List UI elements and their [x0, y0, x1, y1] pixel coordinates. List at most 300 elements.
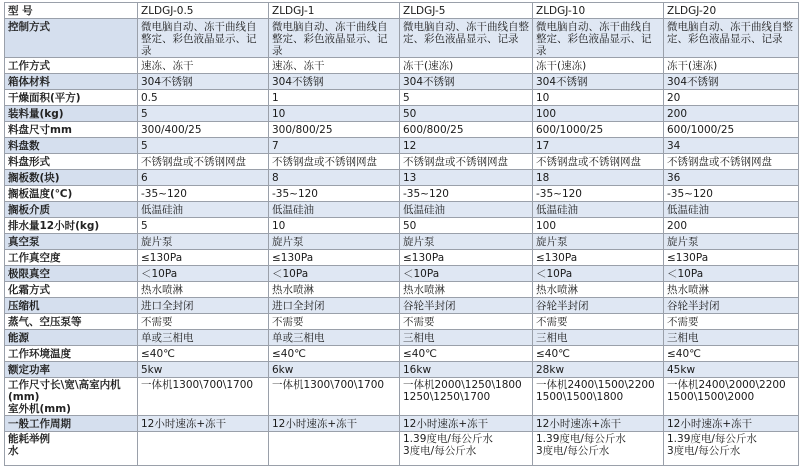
row-label: [5, 19, 138, 58]
spec-row: [5, 170, 799, 186]
spec-cell: [533, 346, 664, 362]
spec-cell-line: 不锈钢盘或不锈钢网盘: [272, 155, 377, 168]
spec-cell-line: 谷轮半封闭: [403, 299, 456, 312]
row-label: [5, 218, 138, 234]
spec-cell-line: 不锈钢盘或不锈钢网盘: [403, 155, 508, 168]
spec-cell-line: 12小时速冻+冻干: [141, 417, 227, 430]
spec-cell-line: 5: [141, 107, 148, 120]
spec-cell: [533, 106, 664, 122]
row-label: [5, 170, 138, 186]
spec-cell: [138, 154, 269, 170]
spec-cell-line: 三相电: [536, 331, 568, 344]
spec-cell: [664, 250, 799, 266]
spec-cell-line: 3度电/每公斤水: [403, 445, 477, 457]
spec-cell: [664, 234, 799, 250]
row-label: [5, 346, 138, 362]
spec-cell-line: 微电脑自动、冻干曲线自整定、彩色液晶显示、记录: [667, 21, 793, 45]
spec-cell-line: 28kw: [536, 363, 565, 376]
spec-cell-line: 单或三相电: [272, 331, 325, 344]
row-label-line: 极限真空: [8, 267, 50, 280]
spec-cell: [533, 362, 664, 378]
spec-cell-line: ≤130Pa: [403, 251, 445, 264]
row-label: [5, 298, 138, 314]
spec-cell-line: 50: [403, 107, 417, 120]
spec-cell: [533, 250, 664, 266]
row-label: [5, 154, 138, 170]
spec-cell-line: 不需要: [403, 315, 435, 328]
spec-cell-line: 100: [536, 107, 557, 120]
row-label-line: 能源: [8, 331, 29, 344]
spec-cell: [138, 250, 269, 266]
model-cell: ZLDGJ-20: [664, 3, 799, 19]
spec-cell: [138, 282, 269, 298]
spec-cell: [533, 154, 664, 170]
model-cell: ZLDGJ-1: [269, 3, 400, 19]
spec-cell-line: -35~120: [272, 187, 318, 200]
model-cell: ZLDGJ-0.5: [138, 3, 269, 19]
spec-cell: [269, 282, 400, 298]
spec-cell-line: 600/800/25: [403, 123, 464, 136]
spec-row: [5, 138, 799, 154]
spec-cell-line: 进口全封闭: [272, 299, 325, 312]
row-label: [5, 106, 138, 122]
row-label: [5, 74, 138, 90]
spec-cell-line: 13: [403, 171, 417, 184]
spec-cell-line: 不锈钢盘或不锈钢网盘: [536, 155, 641, 168]
spec-cell-line: 不锈钢盘或不锈钢网盘: [667, 155, 772, 168]
spec-cell: [664, 314, 799, 330]
row-label-line: 工作方式: [8, 59, 50, 72]
spec-cell: [664, 298, 799, 314]
spec-cell-line: 不需要: [667, 315, 699, 328]
spec-cell: [400, 138, 533, 154]
spec-cell-line: 0.5: [141, 91, 158, 104]
spec-cell-line: ≤40℃: [141, 347, 175, 360]
spec-cell-line: 微电脑自动、冻干曲线自整定、彩色液晶显示、记录: [141, 21, 257, 57]
spec-cell-line: 50: [403, 219, 417, 232]
spec-cell-line: 6: [141, 171, 148, 184]
spec-row: [5, 74, 799, 90]
row-label-line: 工作尺寸长\宽\高室内机(mm): [8, 379, 121, 403]
spec-cell: [138, 346, 269, 362]
spec-cell: [269, 416, 400, 432]
spec-cell-line: 一体机1300\700\1700: [141, 379, 254, 391]
spec-cell-line: -35~120: [667, 187, 713, 200]
spec-cell-line: ＜10Pa: [667, 267, 704, 280]
spec-cell-line: 低温硅油: [272, 203, 314, 216]
spec-row: [5, 330, 799, 346]
spec-cell: [533, 234, 664, 250]
spec-cell: [138, 106, 269, 122]
spec-cell: [400, 282, 533, 298]
spec-cell: [269, 346, 400, 362]
spec-cell: [138, 432, 269, 466]
spec-cell: [400, 234, 533, 250]
spec-cell: [138, 74, 269, 90]
spec-row: [5, 19, 799, 58]
spec-cell-line: 600/1000/25: [667, 123, 735, 136]
spec-cell-line: 1.39度电/每公斤水: [403, 433, 493, 445]
spec-cell-line: 速冻、冻干: [141, 59, 194, 72]
spec-cell-line: 200: [667, 107, 688, 120]
model-cell: ZLDGJ-5: [400, 3, 533, 19]
spec-cell-line: 1.39度电/每公斤水: [536, 433, 626, 445]
spec-row: [5, 416, 799, 432]
spec-cell-line: 36: [667, 171, 681, 184]
spec-cell: [664, 122, 799, 138]
spec-cell: [269, 314, 400, 330]
spec-cell: [138, 218, 269, 234]
spec-row: [5, 218, 799, 234]
spec-cell-line: 谷轮半封闭: [667, 299, 720, 312]
spec-cell-line: 冻干(速冻): [667, 59, 718, 72]
spec-cell: [138, 416, 269, 432]
spec-cell: [138, 19, 269, 58]
spec-cell: [269, 378, 400, 416]
spec-cell-line: ＜10Pa: [536, 267, 573, 280]
spec-cell: [400, 106, 533, 122]
row-label-line: 干燥面积(平方): [8, 91, 81, 104]
row-label-line: 工作真空度: [8, 251, 61, 264]
spec-cell: [533, 90, 664, 106]
spec-cell: [269, 362, 400, 378]
row-label: [5, 202, 138, 218]
row-label-line: 箱体材料: [8, 75, 50, 88]
spec-cell-line: 旋片泵: [272, 235, 304, 248]
row-label-line: 料盘形式: [8, 155, 50, 168]
spec-cell: [664, 266, 799, 282]
spec-cell-line: 3度电/每公斤水: [536, 445, 610, 457]
spec-cell-line: 热水喷淋: [141, 283, 183, 296]
spec-cell: [533, 202, 664, 218]
spec-cell: [533, 432, 664, 466]
spec-cell-line: 微电脑自动、冻干曲线自整定、彩色液晶显示、记录: [403, 21, 529, 45]
spec-cell-line: 17: [536, 139, 550, 152]
spec-cell-line: 不需要: [272, 315, 304, 328]
spec-cell: [138, 90, 269, 106]
spec-cell: [664, 346, 799, 362]
spec-cell: [400, 90, 533, 106]
spec-cell: [400, 266, 533, 282]
spec-cell-line: 微电脑自动、冻干曲线自整定、彩色液晶显示、记录: [536, 21, 652, 57]
spec-cell: [269, 298, 400, 314]
spec-cell: [400, 218, 533, 234]
spec-cell: [664, 74, 799, 90]
spec-cell: [400, 58, 533, 74]
spec-cell: [664, 106, 799, 122]
spec-cell-line: 一体机2400\1500\2200: [536, 379, 655, 391]
header-label: 型 号: [5, 3, 138, 19]
spec-cell-line: 12小时速冻+冻干: [272, 417, 358, 430]
spec-cell: [664, 218, 799, 234]
spec-cell: [400, 202, 533, 218]
spec-cell-line: 谷轮半封闭: [536, 299, 589, 312]
spec-cell: [269, 250, 400, 266]
row-label-line: 水: [8, 445, 19, 457]
row-label-line: 蒸气、空压泵等: [8, 315, 82, 328]
spec-cell: [533, 298, 664, 314]
spec-cell-line: 34: [667, 139, 681, 152]
spec-row: [5, 346, 799, 362]
spec-cell: [664, 90, 799, 106]
row-label: [5, 282, 138, 298]
spec-cell-line: 20: [667, 91, 681, 104]
spec-cell-line: 5: [403, 91, 410, 104]
spec-cell: [269, 186, 400, 202]
spec-row: [5, 122, 799, 138]
spec-table: [4, 2, 799, 466]
spec-cell-line: 12: [403, 139, 417, 152]
spec-cell: [664, 432, 799, 466]
spec-cell-line: 304不锈钢: [141, 75, 193, 88]
spec-cell-line: 1250\1250\1700: [403, 391, 491, 403]
spec-cell-line: 3度电/每公斤水: [667, 445, 741, 457]
spec-cell: [269, 330, 400, 346]
row-label: [5, 432, 138, 466]
spec-cell-line: 1.39度电/每公斤水: [667, 433, 757, 445]
spec-cell: [269, 74, 400, 90]
spec-cell-line: 旋片泵: [403, 235, 435, 248]
spec-cell-line: 7: [272, 139, 279, 152]
row-label-line: 化霜方式: [8, 283, 50, 296]
spec-cell-line: 热水喷淋: [403, 283, 445, 296]
spec-cell: [138, 330, 269, 346]
row-label: [5, 90, 138, 106]
spec-cell: [533, 138, 664, 154]
spec-row: [5, 58, 799, 74]
spec-cell: [138, 298, 269, 314]
spec-cell: [269, 106, 400, 122]
spec-cell: [269, 122, 400, 138]
spec-row: [5, 378, 799, 416]
row-label-line: 一般工作周期: [8, 417, 71, 430]
spec-cell: [664, 19, 799, 58]
model-cell: ZLDGJ-10: [533, 3, 664, 19]
spec-cell-line: ≤130Pa: [141, 251, 183, 264]
spec-cell: [400, 432, 533, 466]
spec-cell: [664, 416, 799, 432]
spec-cell: [400, 186, 533, 202]
spec-row: [5, 202, 799, 218]
spec-cell-line: ＜10Pa: [403, 267, 440, 280]
row-label-line: 料盘数: [8, 139, 40, 152]
spec-row: [5, 362, 799, 378]
spec-cell: [533, 170, 664, 186]
row-label: [5, 250, 138, 266]
spec-cell-line: 300/400/25: [141, 123, 202, 136]
spec-cell-line: -35~120: [536, 187, 582, 200]
spec-row: [5, 234, 799, 250]
spec-cell: [664, 378, 799, 416]
spec-cell: [400, 362, 533, 378]
spec-cell: [400, 314, 533, 330]
spec-cell: [400, 122, 533, 138]
spec-cell-line: 热水喷淋: [272, 283, 314, 296]
spec-cell: [400, 154, 533, 170]
spec-row: [5, 186, 799, 202]
spec-cell-line: 冻干(速冻): [403, 59, 454, 72]
spec-cell-line: 5: [141, 219, 148, 232]
spec-cell-line: 100: [536, 219, 557, 232]
spec-cell: [664, 138, 799, 154]
spec-cell-line: 一体机2400\2000\2200: [667, 379, 786, 391]
spec-cell-line: 1: [272, 91, 279, 104]
spec-cell-line: ≤40℃: [272, 347, 306, 360]
spec-cell: [664, 282, 799, 298]
row-label-line: 控制方式: [8, 21, 50, 33]
spec-cell: [269, 154, 400, 170]
spec-cell: [664, 362, 799, 378]
spec-row: [5, 266, 799, 282]
spec-cell-line: 304不锈钢: [667, 75, 719, 88]
spec-cell-line: 进口全封闭: [141, 299, 194, 312]
spec-cell-line: ≤130Pa: [536, 251, 578, 264]
spec-cell-line: 低温硅油: [403, 203, 445, 216]
spec-cell: [269, 58, 400, 74]
spec-cell-line: 不需要: [536, 315, 568, 328]
spec-cell: [533, 186, 664, 202]
spec-cell: [400, 416, 533, 432]
spec-cell: [138, 362, 269, 378]
row-label: [5, 122, 138, 138]
row-label-line: 工作环境温度: [8, 347, 71, 360]
spec-cell: [533, 58, 664, 74]
spec-cell-line: 1500\1500\2000: [667, 391, 755, 403]
spec-cell-line: 旋片泵: [141, 235, 173, 248]
spec-cell: [533, 74, 664, 90]
spec-cell: [400, 19, 533, 58]
spec-cell: [400, 170, 533, 186]
spec-row: [5, 154, 799, 170]
spec-cell-line: 300/800/25: [272, 123, 333, 136]
spec-cell: [138, 186, 269, 202]
spec-row: [5, 90, 799, 106]
spec-cell: [269, 266, 400, 282]
spec-cell-line: 45kw: [667, 363, 696, 376]
spec-cell-line: 304不锈钢: [272, 75, 324, 88]
spec-cell: [269, 138, 400, 154]
spec-cell-line: 304不锈钢: [403, 75, 455, 88]
spec-cell-line: 6kw: [272, 363, 294, 376]
row-label: [5, 58, 138, 74]
spec-cell: [400, 298, 533, 314]
spec-cell: [664, 330, 799, 346]
spec-cell-line: 低温硅油: [667, 203, 709, 216]
spec-cell-line: 200: [667, 219, 688, 232]
spec-cell: [138, 122, 269, 138]
spec-cell-line: -35~120: [141, 187, 187, 200]
spec-cell: [138, 138, 269, 154]
spec-cell-line: ≤40℃: [667, 347, 701, 360]
spec-cell-line: 12小时速冻+冻干: [403, 417, 489, 430]
spec-cell-line: 12小时速冻+冻干: [667, 417, 753, 430]
spec-cell: [269, 202, 400, 218]
spec-cell: [533, 19, 664, 58]
row-label: [5, 378, 138, 416]
spec-cell: [138, 234, 269, 250]
spec-cell-line: 冻干(速冻): [536, 59, 587, 72]
row-label-line: 搁板温度(℃): [8, 187, 73, 200]
spec-cell-line: 18: [536, 171, 550, 184]
spec-cell: [400, 378, 533, 416]
spec-cell-line: 速冻、冻干: [272, 59, 325, 72]
spec-table-body: [5, 3, 799, 466]
spec-cell-line: ＜10Pa: [141, 267, 178, 280]
spec-cell-line: 热水喷淋: [667, 283, 709, 296]
spec-row: [5, 106, 799, 122]
row-label-line: 搁板数(块): [8, 171, 60, 184]
spec-row: [5, 282, 799, 298]
spec-cell-line: 10: [272, 219, 286, 232]
spec-cell: [400, 346, 533, 362]
spec-cell-line: ≤130Pa: [667, 251, 709, 264]
row-label-line: 额定功率: [8, 363, 50, 376]
spec-cell: [533, 218, 664, 234]
spec-cell: [400, 330, 533, 346]
spec-cell: [138, 202, 269, 218]
spec-cell: [664, 58, 799, 74]
spec-cell: [269, 170, 400, 186]
spec-cell: [664, 202, 799, 218]
spec-cell-line: 600/1000/25: [536, 123, 604, 136]
spec-cell-line: ≤40℃: [403, 347, 437, 360]
spec-row: [5, 314, 799, 330]
row-label-line: 料盘尺寸mm: [8, 123, 72, 136]
spec-cell-line: 旋片泵: [536, 235, 568, 248]
spec-cell: [269, 19, 400, 58]
spec-cell-line: 16kw: [403, 363, 432, 376]
spec-cell-line: 5kw: [141, 363, 163, 376]
spec-cell: [269, 90, 400, 106]
row-label: [5, 234, 138, 250]
spec-row: [5, 432, 799, 466]
spec-cell: [533, 122, 664, 138]
spec-cell-line: ＜10Pa: [272, 267, 309, 280]
spec-cell-line: 一体机2000\1250\1800: [403, 379, 522, 391]
spec-cell-line: 1500\1500\1800: [536, 391, 624, 403]
spec-cell: [533, 314, 664, 330]
spec-cell: [400, 250, 533, 266]
row-label: [5, 314, 138, 330]
row-label: [5, 330, 138, 346]
row-label: [5, 362, 138, 378]
spec-cell: [664, 170, 799, 186]
spec-cell: [533, 416, 664, 432]
spec-cell-line: 三相电: [403, 331, 435, 344]
spec-cell: [269, 234, 400, 250]
spec-cell-line: 低温硅油: [536, 203, 578, 216]
spec-cell: [533, 282, 664, 298]
row-label: [5, 186, 138, 202]
spec-cell-line: 10: [272, 107, 286, 120]
row-label: [5, 416, 138, 432]
spec-cell: [269, 218, 400, 234]
spec-cell: [533, 378, 664, 416]
spec-cell: [400, 74, 533, 90]
spec-cell-line: 微电脑自动、冻干曲线自整定、彩色液晶显示、记录: [272, 21, 388, 57]
spec-cell: [533, 330, 664, 346]
spec-cell-line: ≤40℃: [536, 347, 570, 360]
row-label-line: 排水量12小时(kg): [8, 219, 100, 232]
spec-cell-line: 一体机1300\700\1700: [272, 379, 385, 391]
spec-cell-line: 304不锈钢: [536, 75, 588, 88]
spec-cell-line: 不锈钢盘或不锈钢网盘: [141, 155, 246, 168]
spec-cell-line: 旋片泵: [667, 235, 699, 248]
row-label-line: 室外机(mm): [8, 403, 71, 415]
spec-cell-line: ≤130Pa: [272, 251, 314, 264]
spec-cell-line: 12小时速冻+冻干: [536, 417, 622, 430]
spec-row: [5, 250, 799, 266]
